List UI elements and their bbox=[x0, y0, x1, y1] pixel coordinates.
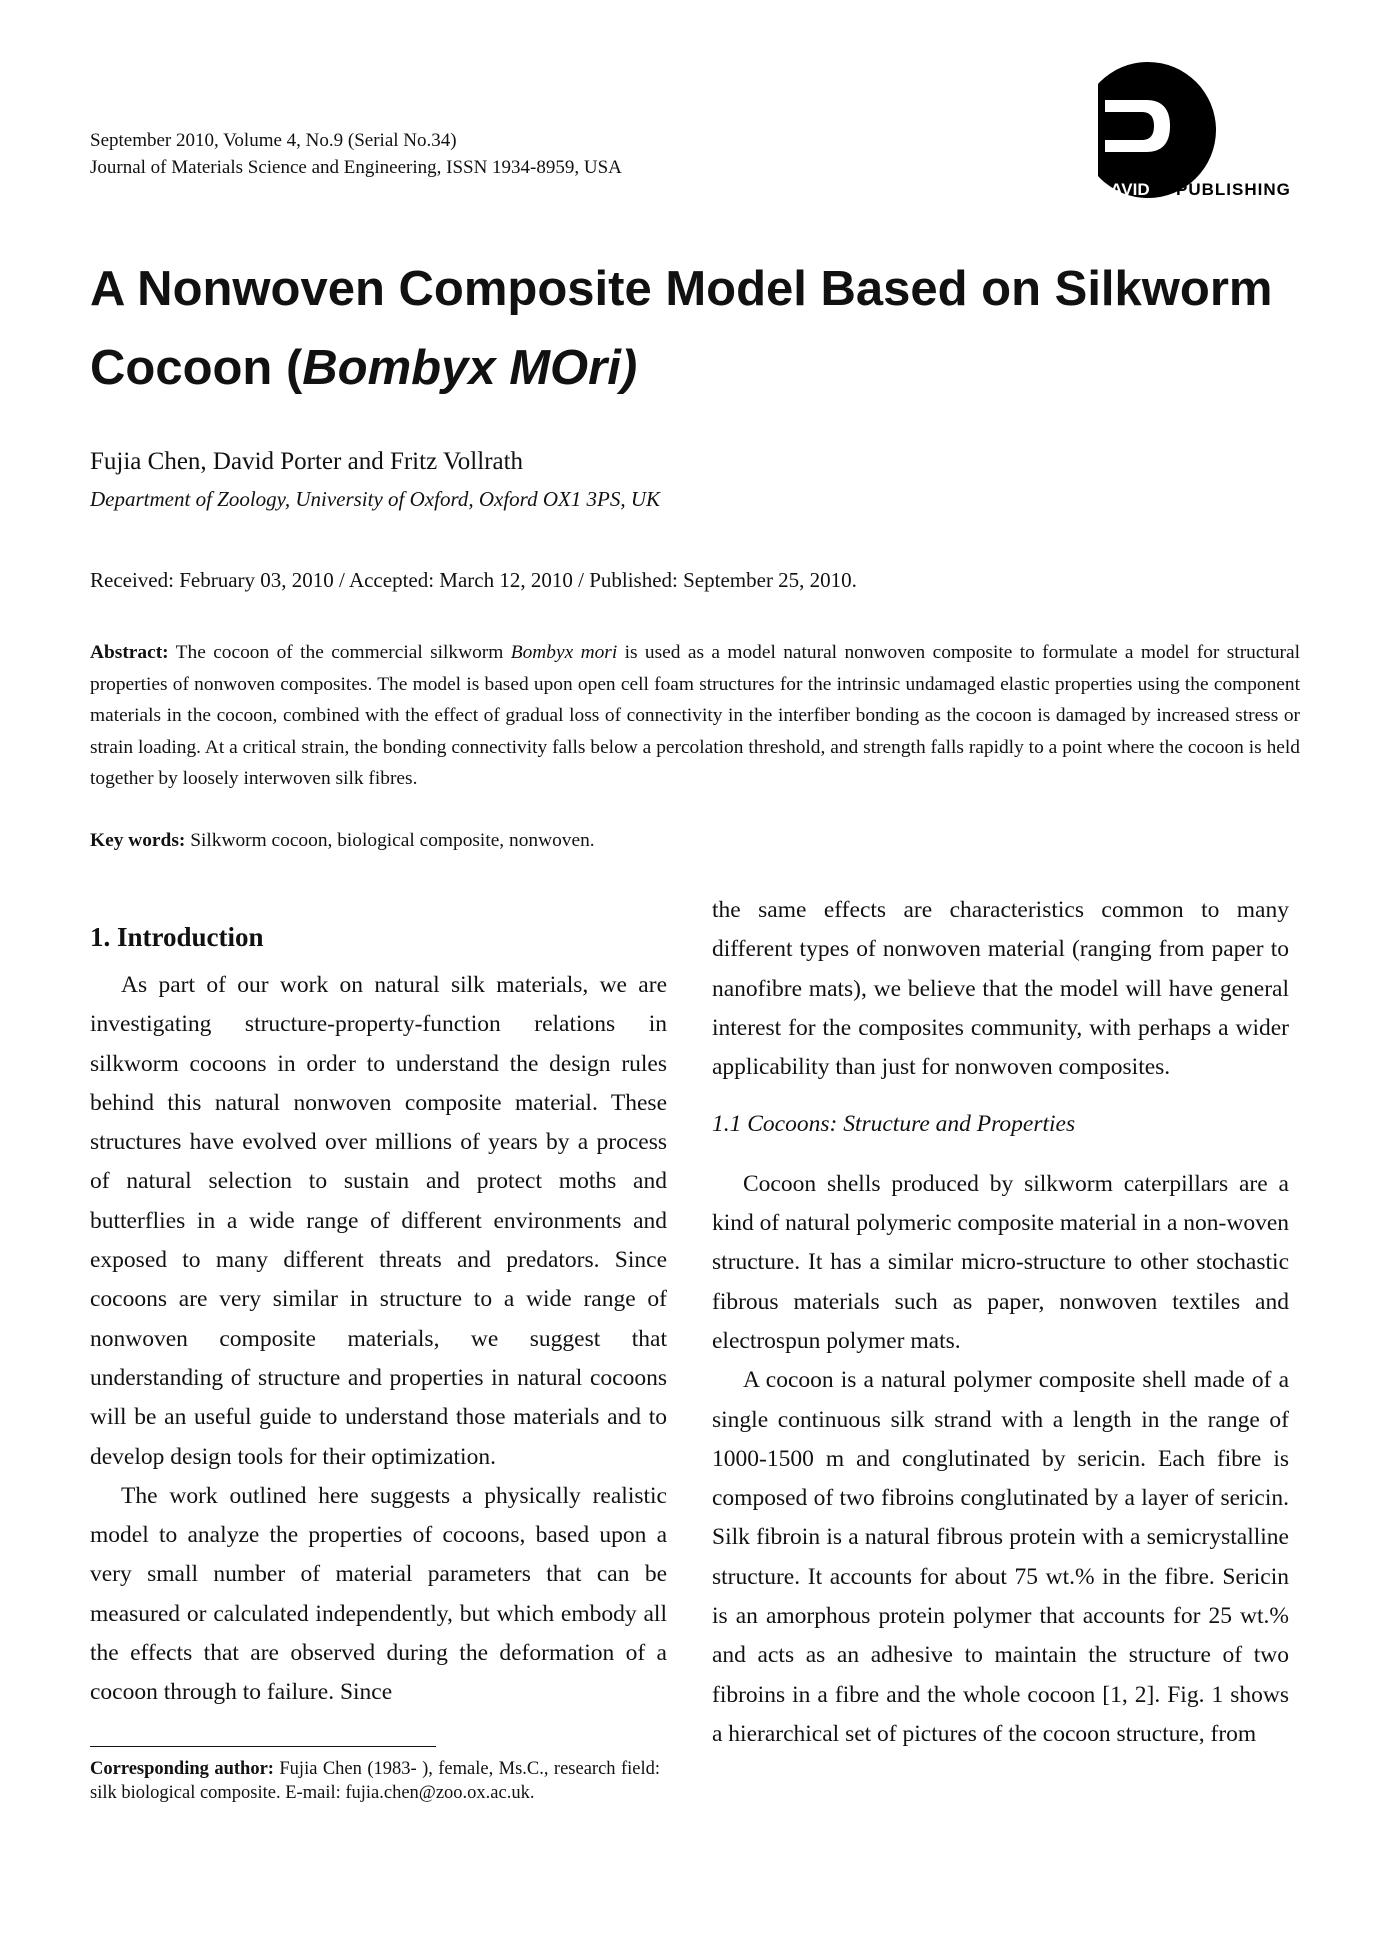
right-column bbox=[712, 891, 1289, 1754]
publication-dates: Received: February 03, 2010 / Accepted: March 12, 2010 / Published: September 25, 2010. bbox=[90, 568, 857, 592]
logo-text-david: DAVID bbox=[1098, 180, 1150, 199]
issue-line: September 2010, Volume 4, No.9 (Serial No.34) bbox=[90, 130, 457, 151]
abstract-species: Bombyx mori bbox=[510, 642, 618, 663]
authors: Fujia Chen, David Porter and Fritz Vollrath bbox=[90, 448, 524, 475]
abstract-label: Abstract: bbox=[90, 642, 169, 663]
intro-paragraph-2-continued: the same effects are characteristics common to many different types of nonwoven material (ranging from paper to nanofibre mats), we believe that the model will have general interest for the composites community, with perhaps a wider applicability than just for nonwoven composites. bbox=[712, 897, 1289, 1081]
left-column bbox=[90, 920, 667, 1713]
david-publishing-logo bbox=[1050, 52, 1320, 202]
keywords-text: Silkworm cocoon, biological composite, nonwoven. bbox=[190, 830, 595, 851]
keywords bbox=[90, 830, 595, 852]
intro-paragraph-2: The work outlined here suggests a physically realistic model to analyze the properties of cocoons, based upon a very small number of material parameters that can be measured or calculated independently, but which embody all the effects that are observed during the deformation of a cocoon through to failure. Since bbox=[90, 1482, 667, 1706]
footnote bbox=[90, 1757, 660, 1805]
abstract-text-before: The cocoon of the commercial silkworm bbox=[175, 642, 504, 663]
logo-text-publishing: PUBLISHING bbox=[1176, 180, 1291, 199]
paper-title-line1: A Nonwoven Composite Model Based on Silkworm bbox=[90, 262, 1273, 316]
footnote-text: Fujia Chen (1983- ), female, Ms.C., research field: silk biological composite. E-mail: fujia.chen@zoo.ox.ac.uk. bbox=[90, 1759, 661, 1803]
abstract-text-after: is used as a model natural nonwoven composite to formulate a model for structural properties of nonwoven composites. The model is based upon open cell foam structures for the intrinsic undamaged elastic properties using the component materials in the cocoon, combined with the effect of gradual loss of connectivity in the interfiber bonding as the cocoon is damaged by increased stress or strain loading. At a critical strain, the bonding connectivity falls below a percolation threshold, and strength falls rapidly to a point where the cocoon is held together by loosely interwoven silk fibres. bbox=[90, 642, 1300, 789]
section-heading-introduction: 1. Introduction bbox=[90, 922, 264, 952]
paper-title-line2 bbox=[90, 322, 1310, 414]
title-species: Bombyx MOri) bbox=[302, 341, 638, 395]
subsection-heading-cocoons: 1.1 Cocoons: Structure and Properties bbox=[712, 1111, 1076, 1138]
footnote-label: Corresponding author: bbox=[90, 1759, 274, 1779]
keywords-label: Key words: bbox=[90, 830, 186, 851]
cocoons-paragraph-1: Cocoon shells produced by silkworm caterpillars are a kind of natural polymeric composite material in a non-woven structure. It has a similar micro-structure to other stochastic fibrous materials such as paper, nonwoven textiles and electrospun polymer mats. bbox=[712, 1170, 1289, 1354]
journal-line: Journal of Materials Science and Engineering, ISSN 1934-8959, USA bbox=[90, 157, 622, 178]
footnote-rule bbox=[90, 1746, 436, 1747]
intro-paragraph-1: As part of our work on natural silk materials, we are investigating structure-property-function relations in silkworm cocoons in order to understand the design rules behind this natural nonwoven composite material. These structures have evolved over millions of years by a process of natural selection to sustain and protect moths and butterflies in a wide range of different environments and exposed to many different threats and predators. Since cocoons are very similar in structure to a wide range of nonwoven composite materials, we suggest that understanding of structure and properties in natural cocoons will be an useful guide to understand those materials and to develop design tools for their optimization. bbox=[90, 972, 667, 1470]
cocoons-paragraph-2: A cocoon is a natural polymer composite shell made of a single continuous silk strand with a length in the range of 1000-1500 m and conglutinated by sericin. Each fibre is composed of two fibroins conglutinated by a layer of sericin. Silk fibroin is a natural fibrous protein with a semicrystalline structure. It accounts for about 75 wt.% in the fibre. Sericin is an amorphous protein polymer that accounts for 25 wt.% and acts as an adhesive to maintain the structure of two fibroins in a fibre and the whole cocoon [1, 2]. Fig. 1 shows a hierarchical set of pictures of the cocoon structure, from bbox=[712, 1367, 1289, 1747]
title-prefix: Cocoon ( bbox=[90, 341, 303, 395]
abstract bbox=[90, 637, 1300, 795]
affiliation: Department of Zoology, University of Oxford, Oxford OX1 3PS, UK bbox=[90, 487, 661, 511]
